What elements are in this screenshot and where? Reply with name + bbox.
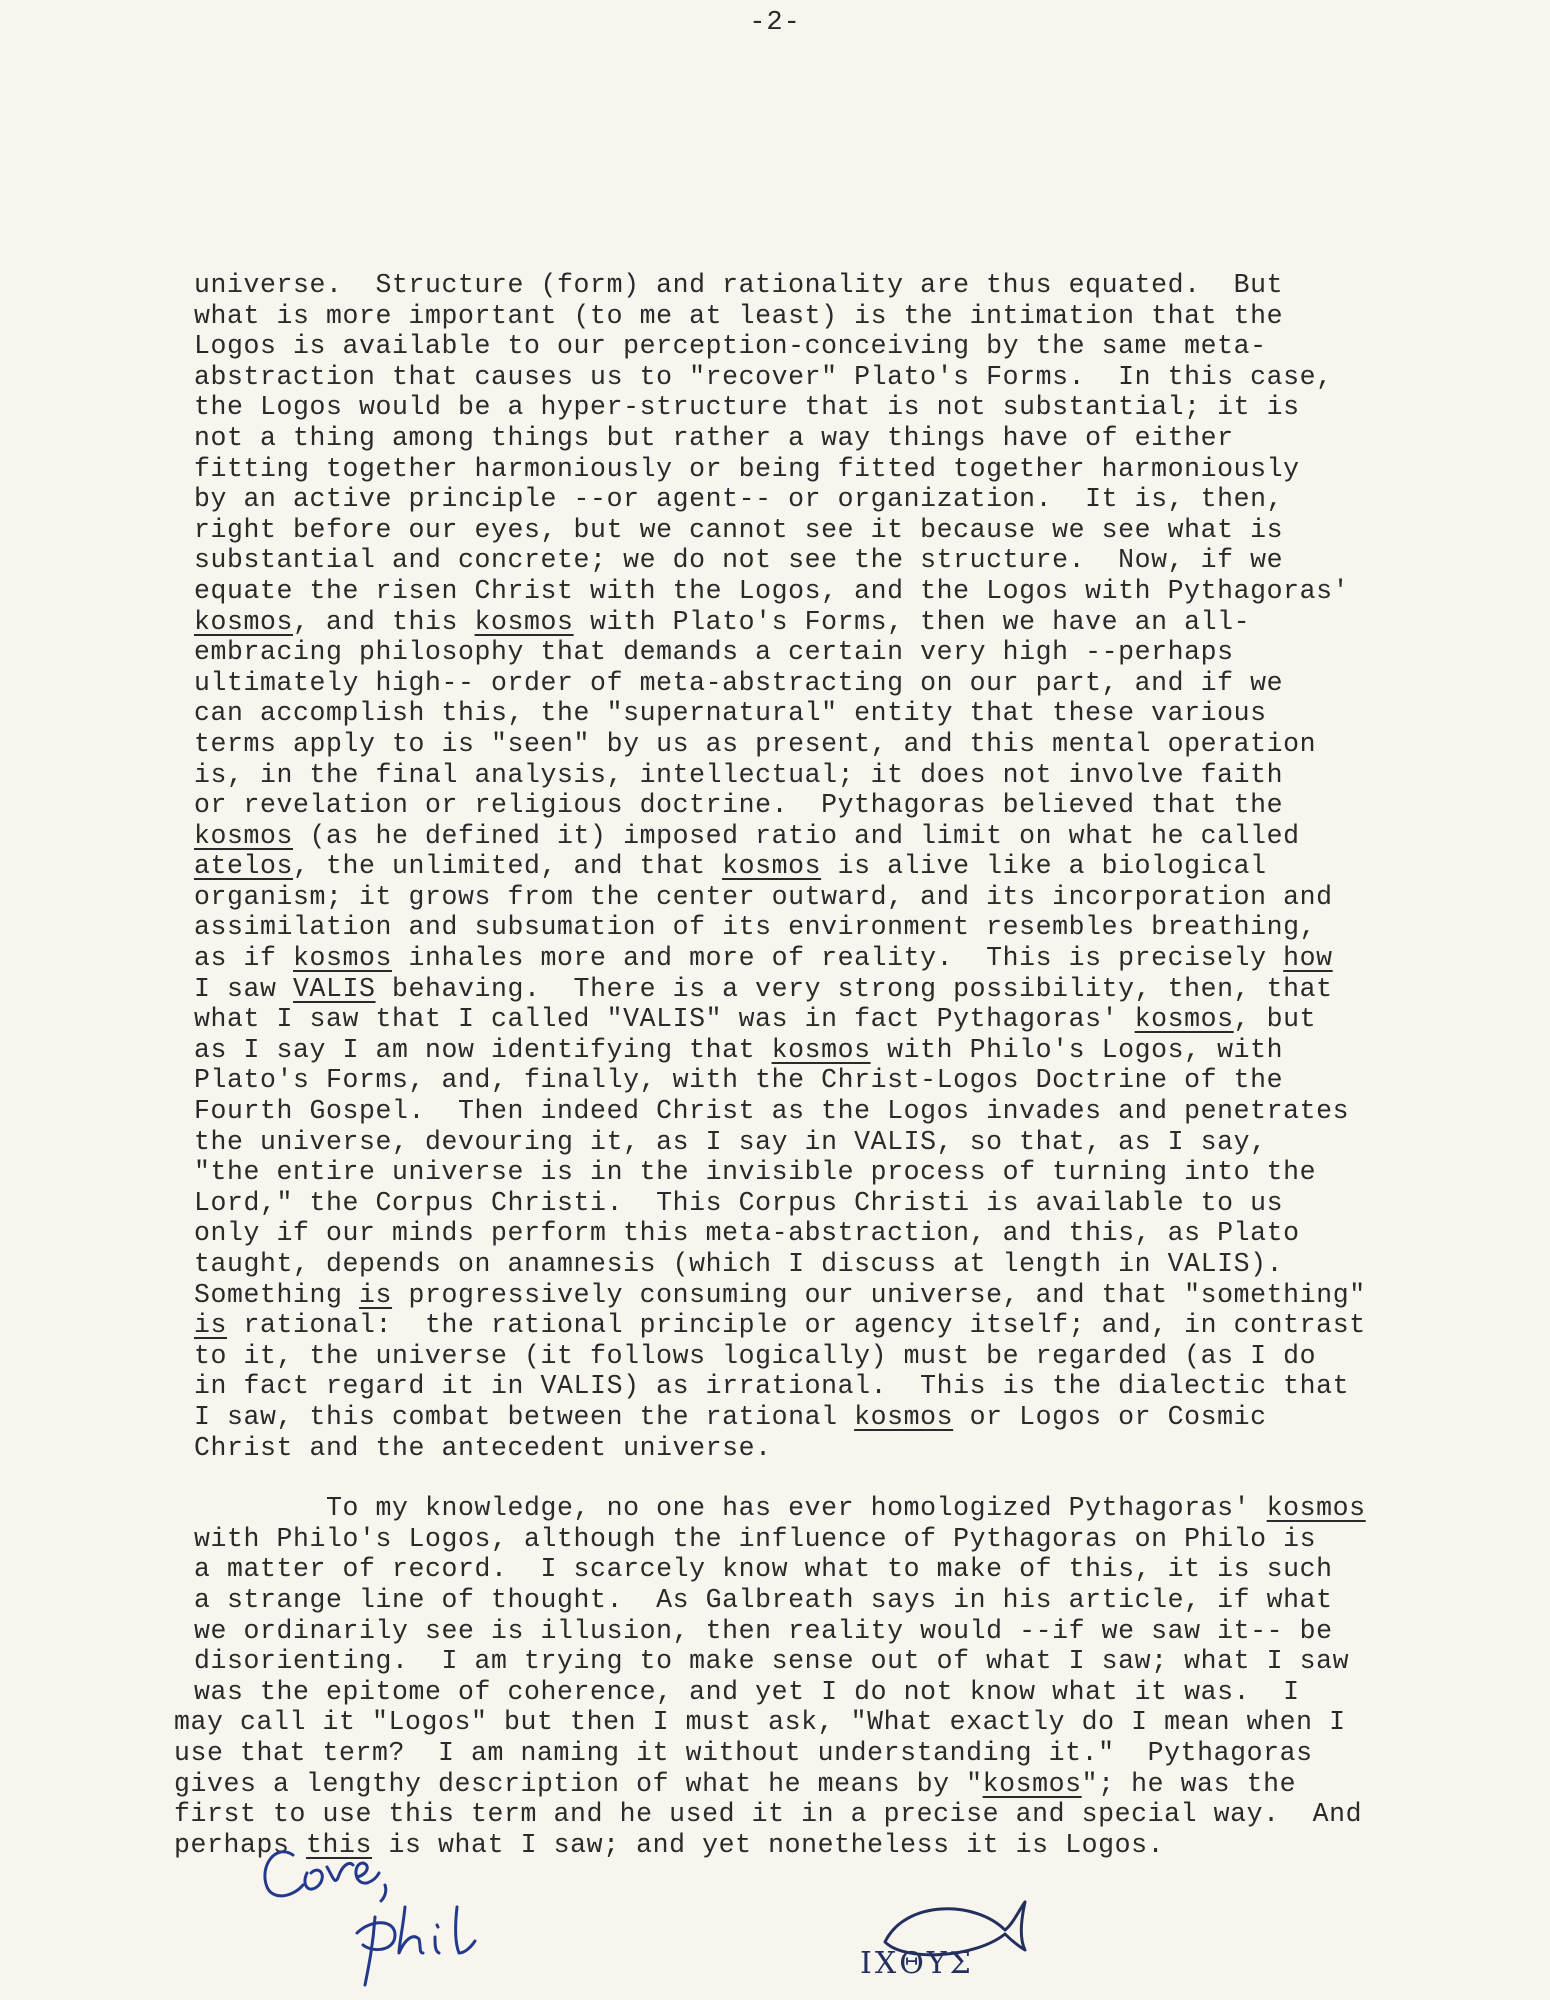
text-line <box>194 851 1534 882</box>
paragraph <box>174 1493 1534 1860</box>
text-segment: can accomplish this, the "supernatural" entity that these various <box>194 698 1267 729</box>
text-line <box>194 1035 1534 1066</box>
ichthys-letters: IXΘYΣ <box>860 1946 974 1981</box>
text-segment: behaving. There is a very strong possibility, then, that <box>375 973 1333 1004</box>
text-line <box>194 637 1534 668</box>
ichthys-symbol <box>855 1880 1055 1995</box>
text-line <box>174 1738 1534 1769</box>
text-segment: as if <box>194 943 294 974</box>
text-segment: not a thing among things but rather a way things have of either <box>194 422 1234 453</box>
text-line <box>194 301 1534 332</box>
underlined-word: kosmos <box>771 1034 871 1065</box>
text-segment: I saw, this combat between the rational <box>194 1401 855 1432</box>
text-line <box>194 484 1534 515</box>
text-segment: equate the risen Christ with the Logos, and the Logos with Pythagoras' <box>194 575 1350 606</box>
text-segment: with Plato's Forms, then we have an all- <box>573 606 1251 637</box>
text-segment: , the unlimited, and that <box>293 851 723 882</box>
text-segment: rational: the rational principle or agency itself; and, in contrast <box>227 1310 1366 1341</box>
text-segment: Lord," the Corpus Christi. This Corpus Christi is available to us <box>194 1187 1284 1218</box>
text-segment: Something <box>194 1279 360 1310</box>
text-segment: is, in the final analysis, intellectual; it does not involve faith <box>194 759 1284 790</box>
underlined-word: VALIS <box>293 973 376 1004</box>
text-line <box>194 1554 1534 1585</box>
underlined-word: kosmos <box>194 606 294 637</box>
text-segment: to it, the universe (it follows logically) must be regarded (as I do <box>194 1340 1317 1371</box>
text-line <box>194 454 1534 485</box>
text-line <box>194 1341 1534 1372</box>
text-segment: use that term? I am naming it without understanding it." Pythagoras <box>174 1737 1313 1768</box>
underlined-word: how <box>1283 943 1333 974</box>
text-segment: universe. Structure (form) and rationality are thus equated. But <box>194 270 1284 300</box>
text-segment: abstraction that causes us to "recover" Plato's Forms. In this case, <box>194 361 1333 392</box>
text-segment: "; he was the <box>1081 1768 1297 1799</box>
text-segment: fitting together harmoniously or being fitted together harmoniously <box>194 453 1300 484</box>
text-segment: what is more important (to me at least) is the intimation that the <box>194 300 1284 331</box>
text-segment: only if our minds perform this meta-abstraction, and this, as Plato <box>194 1218 1300 1249</box>
text-line <box>194 943 1534 974</box>
text-line <box>194 423 1534 454</box>
text-line <box>194 668 1534 699</box>
text-segment: as I say I am now identifying that <box>194 1034 772 1065</box>
text-line <box>194 1188 1534 1219</box>
text-segment: we ordinarily see is illusion, then reality would --if we saw it-- be <box>194 1615 1333 1646</box>
underlined-word: kosmos <box>474 606 574 637</box>
text-segment: or revelation or religious doctrine. Pythagoras believed that the <box>194 790 1284 821</box>
handwritten-signature <box>245 1815 665 1995</box>
text-segment: disorienting. I am trying to make sense out of what I saw; what I saw <box>194 1646 1350 1677</box>
text-line <box>194 576 1534 607</box>
text-segment: in fact regard it in VALIS) as irrational. This is the dialectic that <box>194 1371 1350 1402</box>
text-segment: , but <box>1233 1004 1317 1035</box>
text-segment: ultimately high-- order of meta-abstracting on our part, and if we <box>194 667 1284 698</box>
text-segment: or Logos or Cosmic <box>953 1401 1267 1432</box>
text-line <box>194 1127 1534 1158</box>
text-line <box>194 1065 1534 1096</box>
text-line <box>194 1310 1534 1341</box>
text-segment: embracing philosophy that demands a certain very high --perhaps <box>194 637 1234 668</box>
text-segment: progressively consuming our universe, and that "something" <box>392 1279 1366 1310</box>
text-line <box>194 1004 1534 1035</box>
underlined-word: is <box>359 1279 393 1310</box>
underlined-word: kosmos <box>1134 1004 1234 1035</box>
text-line <box>174 1769 1534 1800</box>
text-line <box>194 1677 1534 1708</box>
text-line <box>194 331 1534 362</box>
text-segment: perhaps <box>174 1829 307 1860</box>
text-segment: gives a lengthy description of what he means by " <box>174 1768 983 1799</box>
text-line <box>194 270 1534 301</box>
text-segment: organism; it grows from the center outward, and its incorporation and <box>194 881 1333 912</box>
text-line <box>194 1433 1534 1464</box>
text-segment: right before our eyes, but we cannot see it because we see what is <box>194 514 1284 545</box>
underlined-word: kosmos <box>982 1768 1082 1799</box>
text-line <box>194 1157 1534 1188</box>
text-line <box>194 1524 1534 1555</box>
underlined-word: is <box>194 1310 228 1341</box>
text-segment: with Philo's Logos, with <box>870 1034 1284 1065</box>
text-line <box>194 912 1534 943</box>
underlined-word: kosmos <box>293 943 393 974</box>
underlined-word: kosmos <box>722 851 822 882</box>
text-segment: with Philo's Logos, although the influence of Pythagoras on Philo is <box>194 1523 1317 1554</box>
text-segment: a matter of record. I scarcely know what to make of this, it is such <box>194 1554 1333 1585</box>
text-segment: first to use this term and he used it in a precise and special way. And <box>174 1799 1363 1830</box>
text-line <box>194 1585 1534 1616</box>
text-line <box>194 362 1534 393</box>
text-line <box>194 1371 1534 1402</box>
text-segment: inhales more and more of reality. This is precisely <box>392 943 1284 974</box>
text-segment: the universe, devouring it, as I say in VALIS, so that, as I say, <box>194 1126 1267 1157</box>
letter-body <box>174 270 1534 1860</box>
underlined-word: kosmos <box>194 820 294 851</box>
text-line <box>194 698 1534 729</box>
text-line <box>194 882 1534 913</box>
paragraph <box>194 270 1534 1463</box>
text-segment: a strange line of thought. As Galbreath says in his article, if what <box>194 1584 1333 1615</box>
text-line <box>194 974 1534 1005</box>
text-line <box>194 729 1534 760</box>
text-segment: taught, depends on anamnesis (which I discuss at length in VALIS). <box>194 1249 1284 1279</box>
text-line <box>194 1218 1534 1249</box>
text-line <box>194 1096 1534 1127</box>
text-segment: was the epitome of coherence, and yet I do not know what it was. I <box>194 1676 1300 1707</box>
text-segment: "the entire universe is in the invisible process of turning into the <box>194 1157 1317 1188</box>
text-segment: Fourth Gospel. Then indeed Christ as the Logos invades and penetrates <box>194 1096 1350 1127</box>
text-line <box>194 515 1534 546</box>
text-segment: Logos is available to our perception-conceiving by the same meta- <box>194 331 1267 362</box>
text-segment: Plato's Forms, and, finally, with the Christ-Logos Doctrine of the <box>194 1065 1284 1096</box>
text-segment: substantial and concrete; we do not see the structure. Now, if we <box>194 545 1284 576</box>
text-segment: is what I saw; and yet nonetheless it is Logos. <box>372 1829 1165 1860</box>
text-segment: To my knowledge, no one has ever homologized Pythagoras' <box>194 1493 1267 1524</box>
text-line <box>194 1402 1534 1433</box>
text-segment: I saw <box>194 973 294 1004</box>
text-segment: , and this <box>293 606 475 637</box>
text-segment: (as he defined it) imposed ratio and limit on what he called <box>293 820 1300 851</box>
page-number: -2- <box>749 8 801 38</box>
underlined-word: kosmos <box>1266 1493 1366 1524</box>
text-segment: is alive like a biological <box>821 851 1267 882</box>
text-line <box>194 1493 1534 1524</box>
underlined-word: atelos <box>194 851 294 882</box>
text-line <box>194 1616 1534 1647</box>
text-segment: may call it "Logos" but then I must ask, "What exactly do I mean when I <box>174 1707 1346 1738</box>
text-line <box>174 1707 1534 1738</box>
text-line <box>194 1280 1534 1311</box>
text-segment: by an active principle --or agent-- or organization. It is, then, <box>194 484 1284 515</box>
underlined-word: this <box>306 1829 373 1860</box>
text-line <box>194 821 1534 852</box>
text-segment: Christ and the antecedent universe. <box>194 1432 772 1463</box>
underlined-word: kosmos <box>854 1401 954 1432</box>
text-line <box>194 392 1534 423</box>
text-segment: assimilation and subsumation of its environment resembles breathing, <box>194 912 1317 943</box>
paragraph-gap <box>194 1463 1534 1493</box>
text-line <box>194 1646 1534 1677</box>
text-segment: what I saw that I called "VALIS" was in fact Pythagoras' <box>194 1004 1135 1035</box>
text-line <box>194 760 1534 791</box>
text-line <box>194 1249 1534 1280</box>
text-segment: the Logos would be a hyper-structure that is not substantial; it is <box>194 392 1300 423</box>
text-line <box>194 790 1534 821</box>
text-line <box>194 607 1534 638</box>
text-line <box>194 545 1534 576</box>
text-segment: terms apply to is "seen" by us as present, and this mental operation <box>194 728 1317 759</box>
